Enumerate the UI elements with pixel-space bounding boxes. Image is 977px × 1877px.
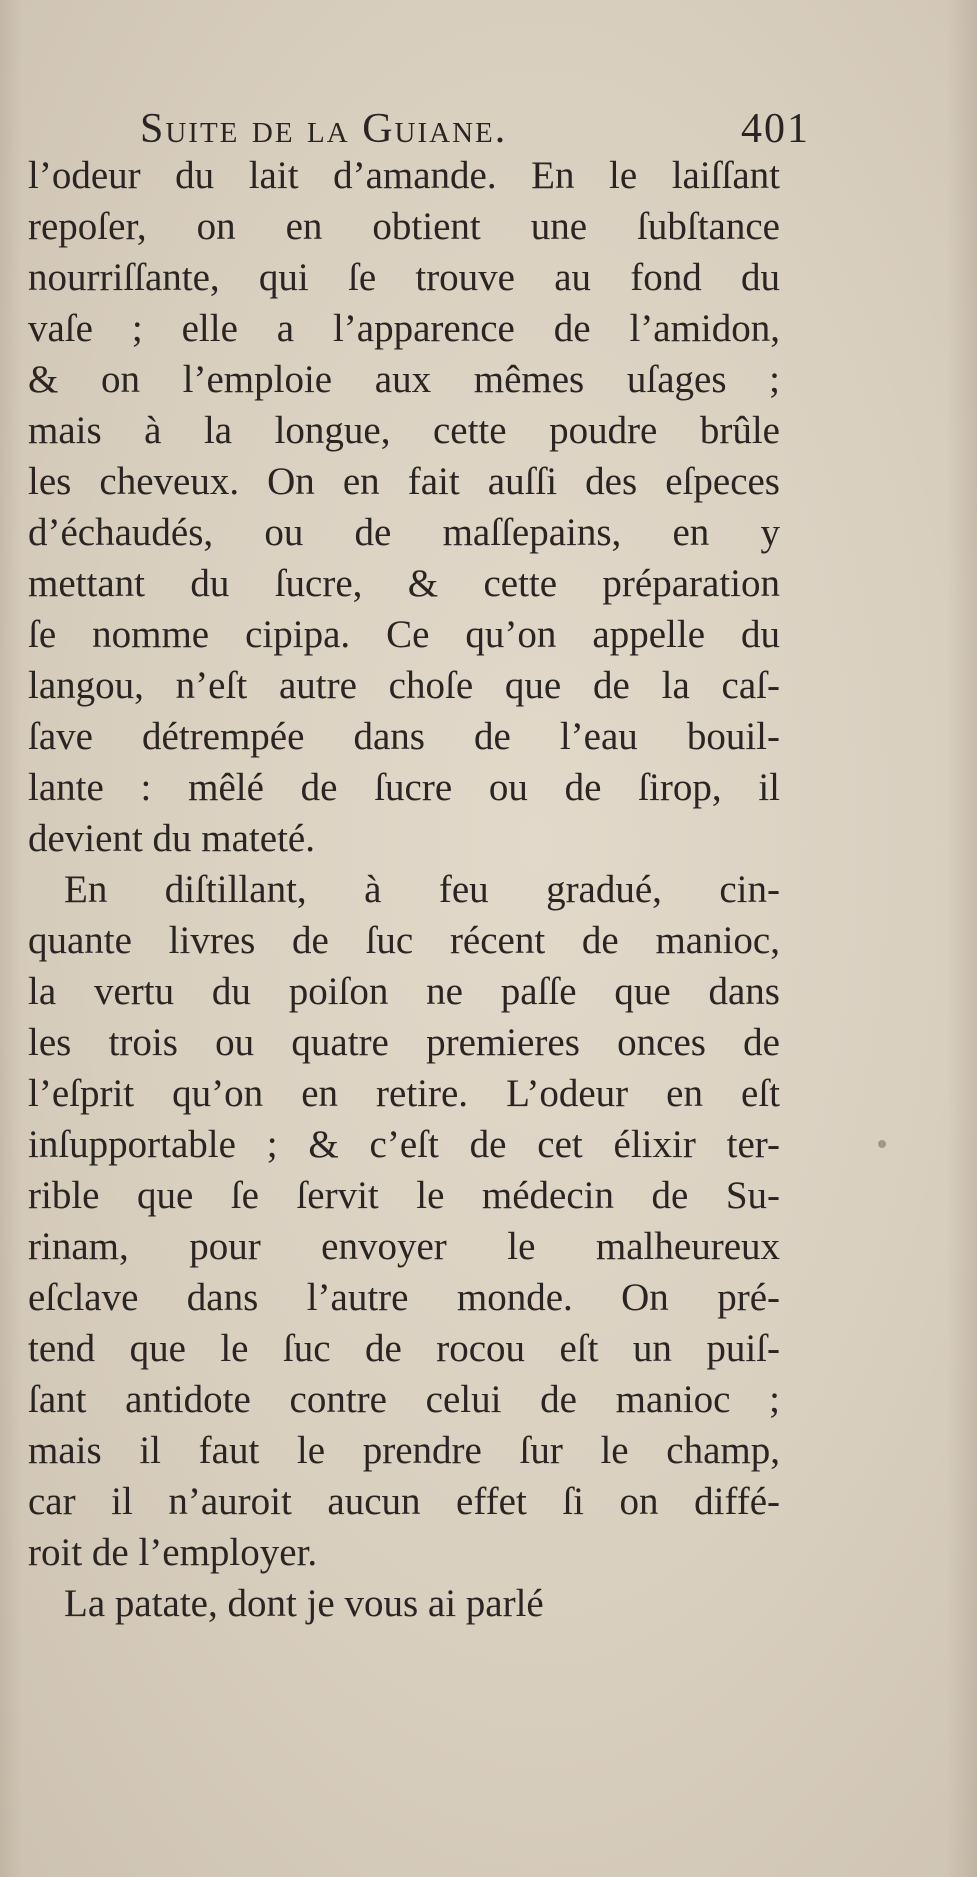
text-line: inſupportable ; & c’eſt de cet élixir ter- bbox=[28, 1123, 780, 1166]
text-line: En diſtillant, à feu gradué, cin- bbox=[64, 868, 780, 911]
text-line: roit de l’employer. bbox=[28, 1531, 318, 1574]
text-line: ſe nomme cipipa. Ce qu’on appelle du bbox=[28, 613, 780, 656]
text-line: car il n’auroit aucun effet ſi on diffé- bbox=[28, 1480, 780, 1523]
text-line: quante livres de ſuc récent de manioc, bbox=[28, 919, 780, 962]
text-line: nourriſſante, qui ſe trouve au fond du bbox=[28, 256, 780, 299]
text-line: eſclave dans l’autre monde. On pré- bbox=[28, 1276, 780, 1319]
text-line: & on l’emploie aux mêmes uſages ; bbox=[28, 358, 780, 401]
text-line: mais à la longue, cette poudre brûle bbox=[28, 409, 780, 452]
page-edge-shadow-right bbox=[947, 0, 977, 1877]
body-text bbox=[28, 150, 780, 1629]
text-line: d’échaudés, ou de maſſepains, en y bbox=[28, 511, 780, 554]
text-line: vaſe ; elle a l’apparence de l’amidon, bbox=[28, 307, 780, 350]
text-line: la vertu du poiſon ne paſſe que dans bbox=[28, 970, 780, 1013]
running-title: Suite de la Guiane. bbox=[140, 106, 508, 152]
text-line: ſave détrempée dans de l’eau bouil- bbox=[28, 715, 780, 758]
text-line: les cheveux. On en fait auſſi des eſpeces bbox=[28, 460, 780, 503]
text-line: La patate, dont je vous ai parlé bbox=[64, 1582, 544, 1625]
text-line: les trois ou quatre premieres onces de bbox=[28, 1021, 780, 1064]
text-line: repoſer, on en obtient une ſubſtance bbox=[28, 205, 780, 248]
text-line: lante : mêlé de ſucre ou de ſirop, il bbox=[28, 766, 780, 809]
paper-speck bbox=[878, 1140, 886, 1148]
page-number: 401 bbox=[741, 106, 810, 152]
text-line: ſant antidote contre celui de manioc ; bbox=[28, 1378, 780, 1421]
text-line: langou, n’eſt autre choſe que de la caſ- bbox=[28, 664, 780, 707]
text-line: mais il faut le prendre ſur le champ, bbox=[28, 1429, 780, 1472]
text-line: rible que ſe ſervit le médecin de Su- bbox=[28, 1174, 780, 1217]
text-line: rinam, pour envoyer le malheureux bbox=[28, 1225, 780, 1268]
text-line: mettant du ſucre, & cette préparation bbox=[28, 562, 780, 605]
text-line: devient du mateté. bbox=[28, 817, 315, 860]
text-line: tend que le ſuc de rocou eſt un puiſ- bbox=[28, 1327, 780, 1370]
text-line: l’odeur du lait d’amande. En le laiſſant bbox=[28, 154, 780, 197]
text-line: l’eſprit qu’on en retire. L’odeur en eſt bbox=[28, 1072, 780, 1115]
page-edge-shadow-left bbox=[0, 0, 22, 1877]
